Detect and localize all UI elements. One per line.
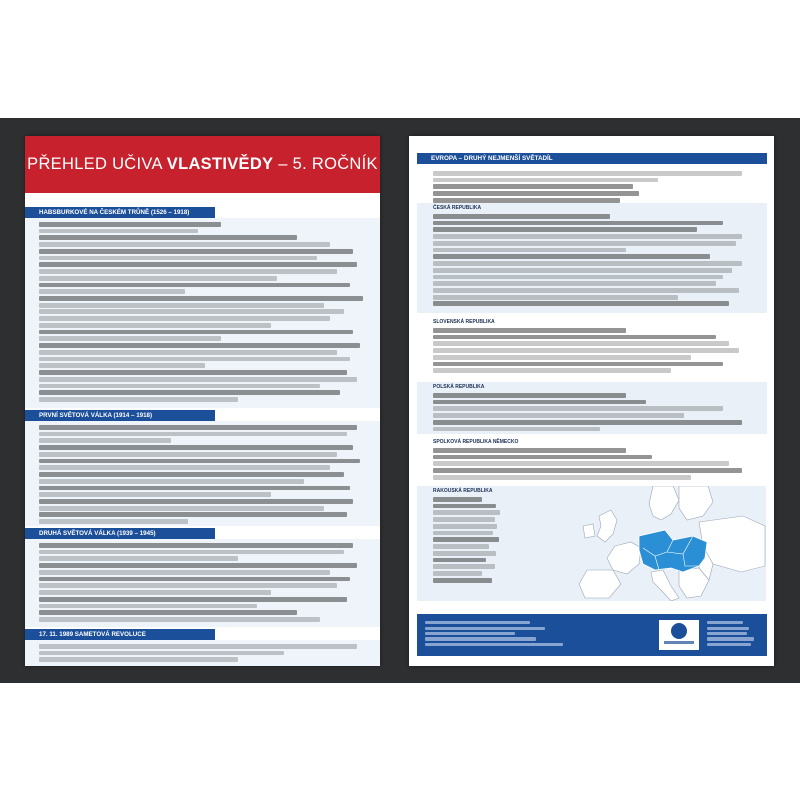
section-header-ww1: PRVNÍ SVĚTOVÁ VÁLKA (1914 – 1918) [25, 410, 215, 421]
europe-map-svg [503, 486, 766, 601]
publisher-footer [417, 614, 767, 656]
title-emphasis: VLASTIVĚDY [166, 155, 274, 173]
poland-block [417, 382, 767, 434]
title-prefix: PŘEHLED UČIVA [27, 155, 162, 173]
title-banner [25, 136, 380, 193]
block-title-slovakia: SLOVENSKÁ REPUBLIKA [433, 319, 495, 325]
history-sheet [25, 136, 380, 666]
europe-intro [417, 166, 767, 208]
germany-block [417, 437, 767, 483]
section-body-ww2 [25, 539, 380, 627]
europe-map [503, 486, 766, 601]
section-header-ww2: DRUHÁ SVĚTOVÁ VÁLKA (1939 – 1945) [25, 528, 215, 539]
section-header-habsburg: HABSBURKOVÉ NA ČESKÉM TRŮNĚ (1526 – 1918) [25, 207, 215, 218]
block-title-germany: SPOLKOVÁ REPUBLIKA NĚMECKO [433, 439, 519, 445]
title-suffix: – 5. ROČNÍK [273, 155, 378, 173]
europe-sheet [409, 136, 774, 666]
section-body-1989 [25, 640, 380, 666]
block-title-austria: RAKOUSKÁ REPUBLIKA [433, 488, 493, 494]
slovakia-block [417, 317, 767, 379]
section-body-habsburg [25, 218, 380, 408]
section-header-1989: 17. 11. 1989 SAMETOVÁ REVOLUCE [25, 629, 215, 640]
europe-header: EVROPA – DRUHÝ NEJMENŠÍ SVĚTADÍL [417, 153, 767, 164]
austria-block [417, 486, 505, 601]
logo-icon [671, 623, 687, 639]
page-title [27, 155, 378, 174]
block-title-czech: ČESKÁ REPUBLIKA [433, 205, 482, 211]
publisher-logo [659, 620, 699, 650]
section-body-ww1 [25, 421, 380, 526]
block-title-poland: POLSKÁ REPUBLIKA [433, 384, 485, 390]
czech-republic-block [417, 203, 767, 313]
